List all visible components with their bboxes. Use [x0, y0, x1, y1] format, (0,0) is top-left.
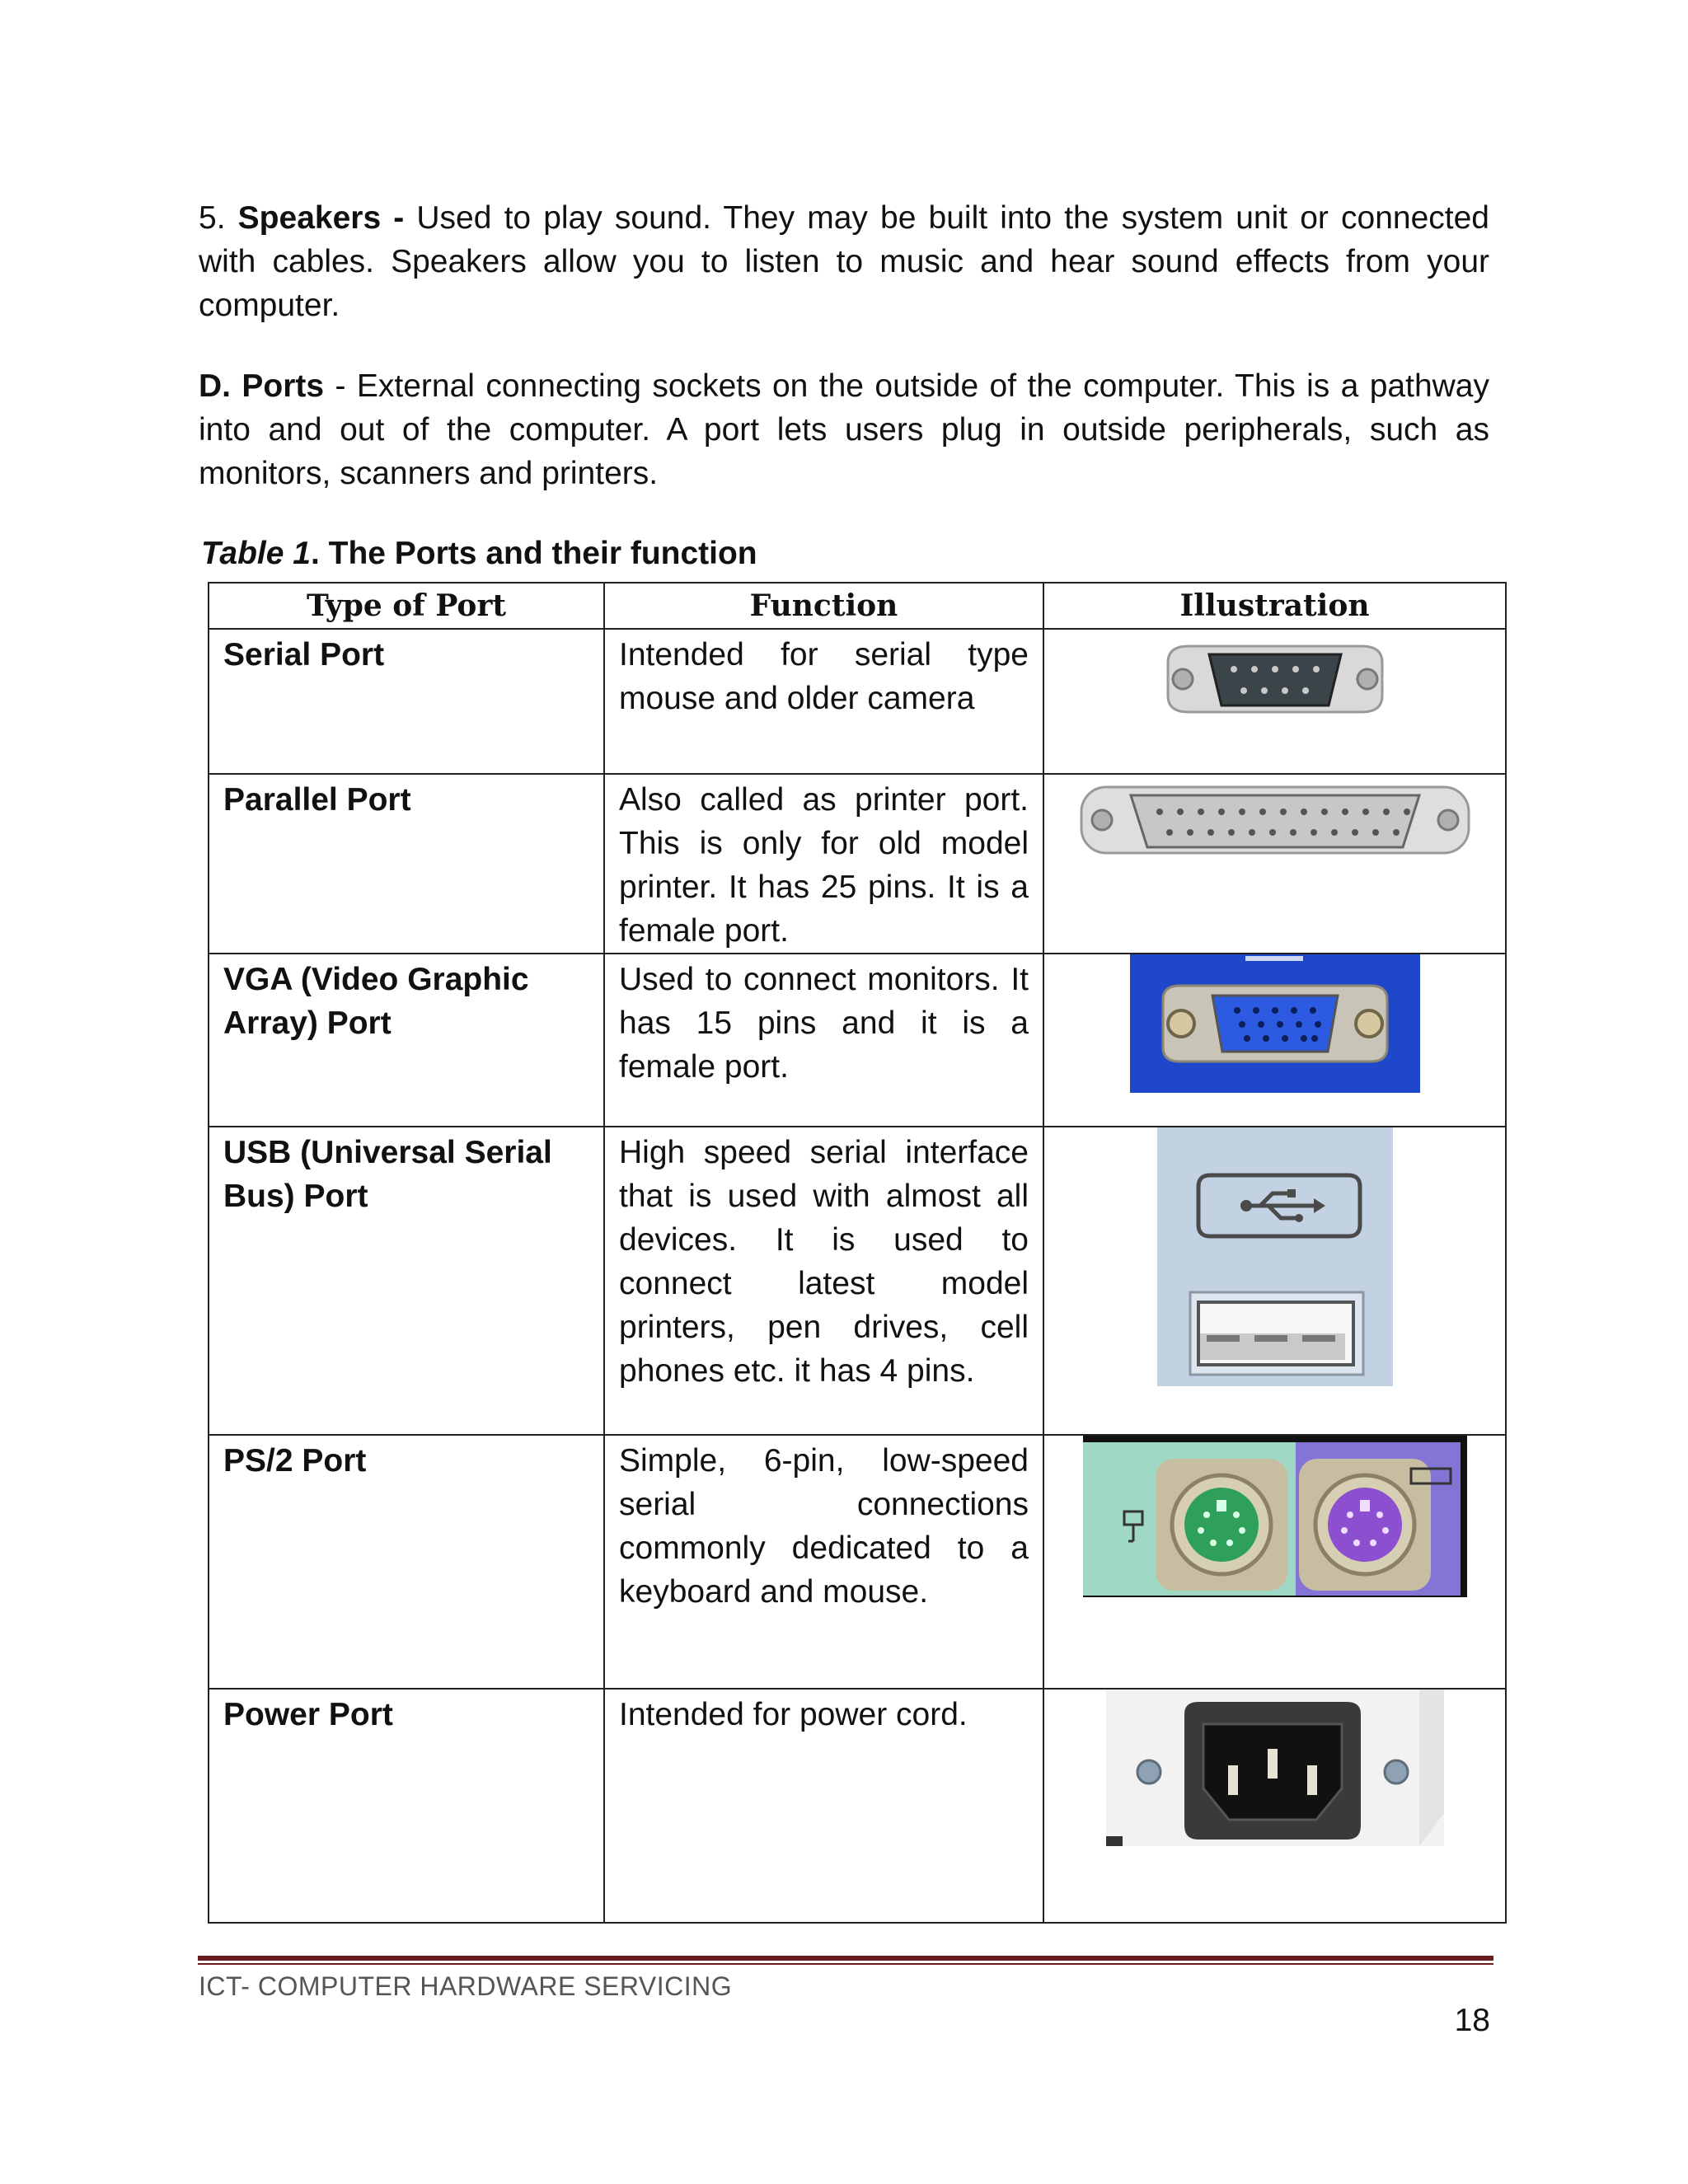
- header-function: Function: [604, 583, 1043, 629]
- header-illustration: Illustration: [1043, 583, 1506, 629]
- footer-rule-thin: [198, 1963, 1493, 1965]
- usb-port-icon: [1157, 1127, 1393, 1386]
- table-row-power: [209, 1689, 1506, 1923]
- ports-paragraph: [199, 364, 1489, 495]
- table-header-row: [209, 583, 1506, 629]
- ports-term: D. Ports: [199, 368, 325, 404]
- table-caption-label: Table 1: [201, 536, 311, 571]
- row-function: High speed serial interface that is used with almost all devices. It is used to connect latest model printers, pen drives, cell phones etc. it has 4 pins.: [604, 1127, 1043, 1435]
- table-row-serial: [209, 629, 1506, 774]
- serial-port-icon: [1151, 630, 1399, 729]
- ports-text: - External connecting sockets on the outside of the computer. This is a pathway into and out of the computer. A port lets users plug in outside peripherals, such as monitors, scanners and printers.: [199, 368, 1489, 491]
- illustration-cell: [1043, 1127, 1506, 1435]
- vga-port-icon: [1130, 954, 1420, 1093]
- table-row-parallel: [209, 774, 1506, 954]
- row-function: Simple, 6-pin, low-speed serial connections commonly dedicated to a keyboard and mouse.: [604, 1435, 1043, 1689]
- table-caption: [201, 536, 757, 572]
- table-row-vga: [209, 954, 1506, 1127]
- table-row-ps2: [209, 1435, 1506, 1689]
- illustration-cell: [1043, 1689, 1506, 1923]
- row-type: Power Port: [209, 1689, 604, 1923]
- illustration-cell: [1043, 1435, 1506, 1689]
- header-type: Type of Port: [209, 583, 604, 629]
- speakers-number: 5.: [199, 200, 226, 236]
- table-row-usb: [209, 1127, 1506, 1435]
- speakers-text: Used to play sound. They may be built into the system unit or connected with cables. Speakers allow you to listen to music and hear sound effects from your computer.: [199, 200, 1489, 323]
- row-type: Parallel Port: [209, 774, 604, 954]
- row-type: USB (Universal Serial Bus) Port: [209, 1127, 604, 1435]
- row-function: Intended for power cord.: [604, 1689, 1043, 1923]
- row-function: Intended for serial type mouse and older camera: [604, 629, 1043, 774]
- ps2-port-icon: [1083, 1436, 1467, 1597]
- parallel-port-icon: [1077, 775, 1473, 865]
- row-type: Serial Port: [209, 629, 604, 774]
- row-function: Also called as printer port. This is only for old model printer. It has 25 pins. It is a female port.: [604, 774, 1043, 954]
- ports-table: [208, 582, 1507, 1924]
- speakers-paragraph: [199, 196, 1489, 327]
- footer-title: ICT- COMPUTER HARDWARE SERVICING: [199, 1971, 733, 2001]
- illustration-cell: [1043, 954, 1506, 1127]
- row-type: PS/2 Port: [209, 1435, 604, 1689]
- footer-rule: [198, 1956, 1493, 1961]
- row-type: VGA (Video Graphic Array) Port: [209, 954, 604, 1127]
- speakers-term: Speakers -: [237, 200, 405, 236]
- illustration-cell: [1043, 774, 1506, 954]
- row-function: Used to connect monitors. It has 15 pins and it is a female port.: [604, 954, 1043, 1127]
- page-number: 18: [1454, 2003, 1490, 2038]
- table-caption-text: . The Ports and their function: [310, 536, 757, 571]
- illustration-cell: [1043, 629, 1506, 774]
- power-port-icon: [1106, 1690, 1444, 1846]
